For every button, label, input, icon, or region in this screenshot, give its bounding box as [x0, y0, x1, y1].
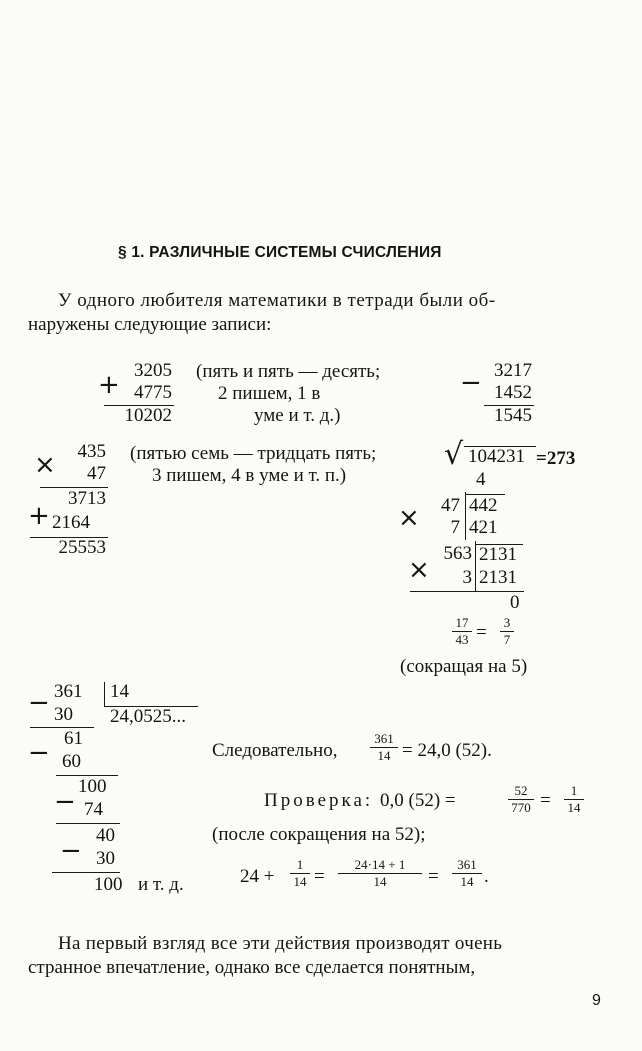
div-minus-2: − — [28, 738, 50, 768]
frac-den: 14 — [293, 874, 307, 889]
div-rule-4 — [52, 872, 120, 873]
check-note: (после сокращения на 52); — [212, 824, 426, 845]
subtraction-result: 1545 — [494, 405, 532, 426]
frac-den: 43 — [455, 632, 469, 647]
trial-3: 3 — [462, 567, 472, 588]
frac-den: 14 — [460, 874, 474, 889]
page-number: 9 — [592, 992, 601, 1009]
quotient: 24,0525... — [110, 706, 186, 727]
multiplier: 47 — [87, 463, 106, 484]
step-74: 74 — [84, 799, 103, 820]
frac-den: 14 — [373, 874, 387, 889]
intro-line-1: У одного любителя математики в тетради были об- — [58, 290, 496, 311]
fraction-17-43 — [452, 616, 472, 647]
plus-sign: + — [98, 370, 120, 400]
fraction-361-14b — [452, 858, 482, 889]
sqrt-times-2: × — [408, 555, 430, 585]
remainder-2131: 2131 — [479, 544, 517, 565]
sqrt-vrule-1 — [465, 492, 466, 540]
closing-line-1: На первый взгляд все эти действия производят очень — [58, 933, 503, 954]
step-40: 40 — [96, 825, 115, 846]
multiplicand: 435 — [77, 441, 106, 462]
frac-den: 7 — [503, 632, 511, 647]
check-word: Проверка: — [264, 790, 374, 811]
step-100: 100 — [78, 776, 107, 797]
div-minus-4: − — [60, 836, 82, 866]
first-digit-square: 4 — [476, 469, 486, 490]
frac-den: 14 — [567, 800, 581, 815]
frac-num: 3 — [503, 615, 511, 630]
trial-47: 47 — [441, 495, 460, 516]
remainder-442: 442 — [469, 495, 498, 516]
partial-product-1: 3713 — [68, 488, 106, 509]
addend-1: 3205 — [134, 360, 172, 381]
dividend: 361 — [54, 681, 83, 702]
check-eq: = — [540, 790, 551, 811]
fraction-expr — [338, 858, 422, 889]
frac-num: 361 — [374, 731, 394, 746]
frac-den: 770 — [511, 800, 531, 815]
mult-result: 25553 — [58, 537, 106, 558]
division-vrule — [104, 682, 105, 706]
frac-den: 14 — [377, 748, 391, 763]
section-heading: § 1. РАЗЛИЧНЫЕ СИСТЕМЫ СЧИСЛЕНИЯ — [118, 244, 442, 261]
sum-start: 24 + — [240, 866, 275, 887]
fraction-1-14b — [290, 858, 310, 889]
fraction-361-14 — [370, 732, 398, 763]
conclusion-rest: = 24,0 (52). — [402, 740, 492, 761]
step-61: 61 — [64, 728, 83, 749]
subtrahend: 1452 — [494, 382, 532, 403]
check-expr: 0,0 (52) = — [380, 790, 456, 811]
div-rule-3 — [56, 823, 120, 824]
addition-comment-1: (пять и пять — десять; — [196, 361, 381, 382]
div-minus-1: − — [28, 688, 50, 718]
divisor: 14 — [110, 681, 129, 702]
minus-sign: − — [460, 368, 482, 398]
trial-563: 563 — [443, 543, 472, 564]
fraction-1-14 — [564, 784, 584, 815]
mult-plus-sign: + — [28, 501, 50, 531]
closing-line-2: странное впечатление, однако все сделается понятным, — [28, 957, 476, 978]
addend-2: 4775 — [134, 382, 172, 403]
sqrt-zero: 0 — [510, 592, 520, 613]
step-60: 60 — [62, 751, 81, 772]
frac-num: 1 — [570, 783, 578, 798]
radical-sign: √ — [444, 437, 464, 472]
frac-num: 1 — [296, 857, 304, 872]
mult-comment-1: (пятью семь — тридцать пять; — [130, 443, 377, 464]
sqrt-vrule-2 — [475, 541, 476, 591]
minuend: 3217 — [494, 360, 532, 381]
addition-result: 10202 — [124, 405, 172, 426]
root-result: =273 — [536, 448, 576, 469]
frac-num: 24·14 + 1 — [354, 857, 406, 872]
addition-comment-2: 2 пишем, 1 в — [218, 383, 321, 404]
sqrt-times-1: × — [398, 503, 420, 533]
division-etc: и т. д. — [138, 874, 184, 895]
sum-eq-1: = — [314, 866, 325, 887]
trial-7: 7 — [450, 517, 460, 538]
fraction-3-7 — [500, 616, 514, 647]
step-30b: 30 — [96, 848, 115, 869]
frac-equals: = — [476, 622, 487, 643]
frac-num: 17 — [455, 615, 469, 630]
conclusion-word: Следовательно, — [212, 740, 338, 761]
fraction-52-770 — [508, 784, 534, 815]
step-100b: 100 — [94, 874, 123, 895]
step-30: 30 — [54, 704, 73, 725]
frac-num: 52 — [514, 783, 528, 798]
sum-eq-2: = — [428, 866, 439, 887]
reduce-note: (сокращая на 5) — [400, 656, 528, 677]
radicand: 104231 — [468, 446, 525, 467]
intro-line-2: наружены следующие записи: — [28, 314, 272, 335]
times-sign: × — [34, 450, 56, 480]
partial-product-2: 2164 — [52, 512, 90, 533]
frac-num: 361 — [457, 857, 477, 872]
sum-dot: . — [484, 866, 489, 887]
product-421: 421 — [469, 517, 498, 538]
mult-comment-2: 3 пишем, 4 в уме и т. п.) — [152, 465, 347, 486]
sqrt-bottom-rule — [410, 591, 524, 592]
div-rule-1 — [30, 727, 94, 728]
div-minus-3: − — [54, 787, 76, 817]
addition-comment-3: уме и т. д.) — [254, 405, 341, 426]
product-2131: 2131 — [479, 567, 517, 588]
